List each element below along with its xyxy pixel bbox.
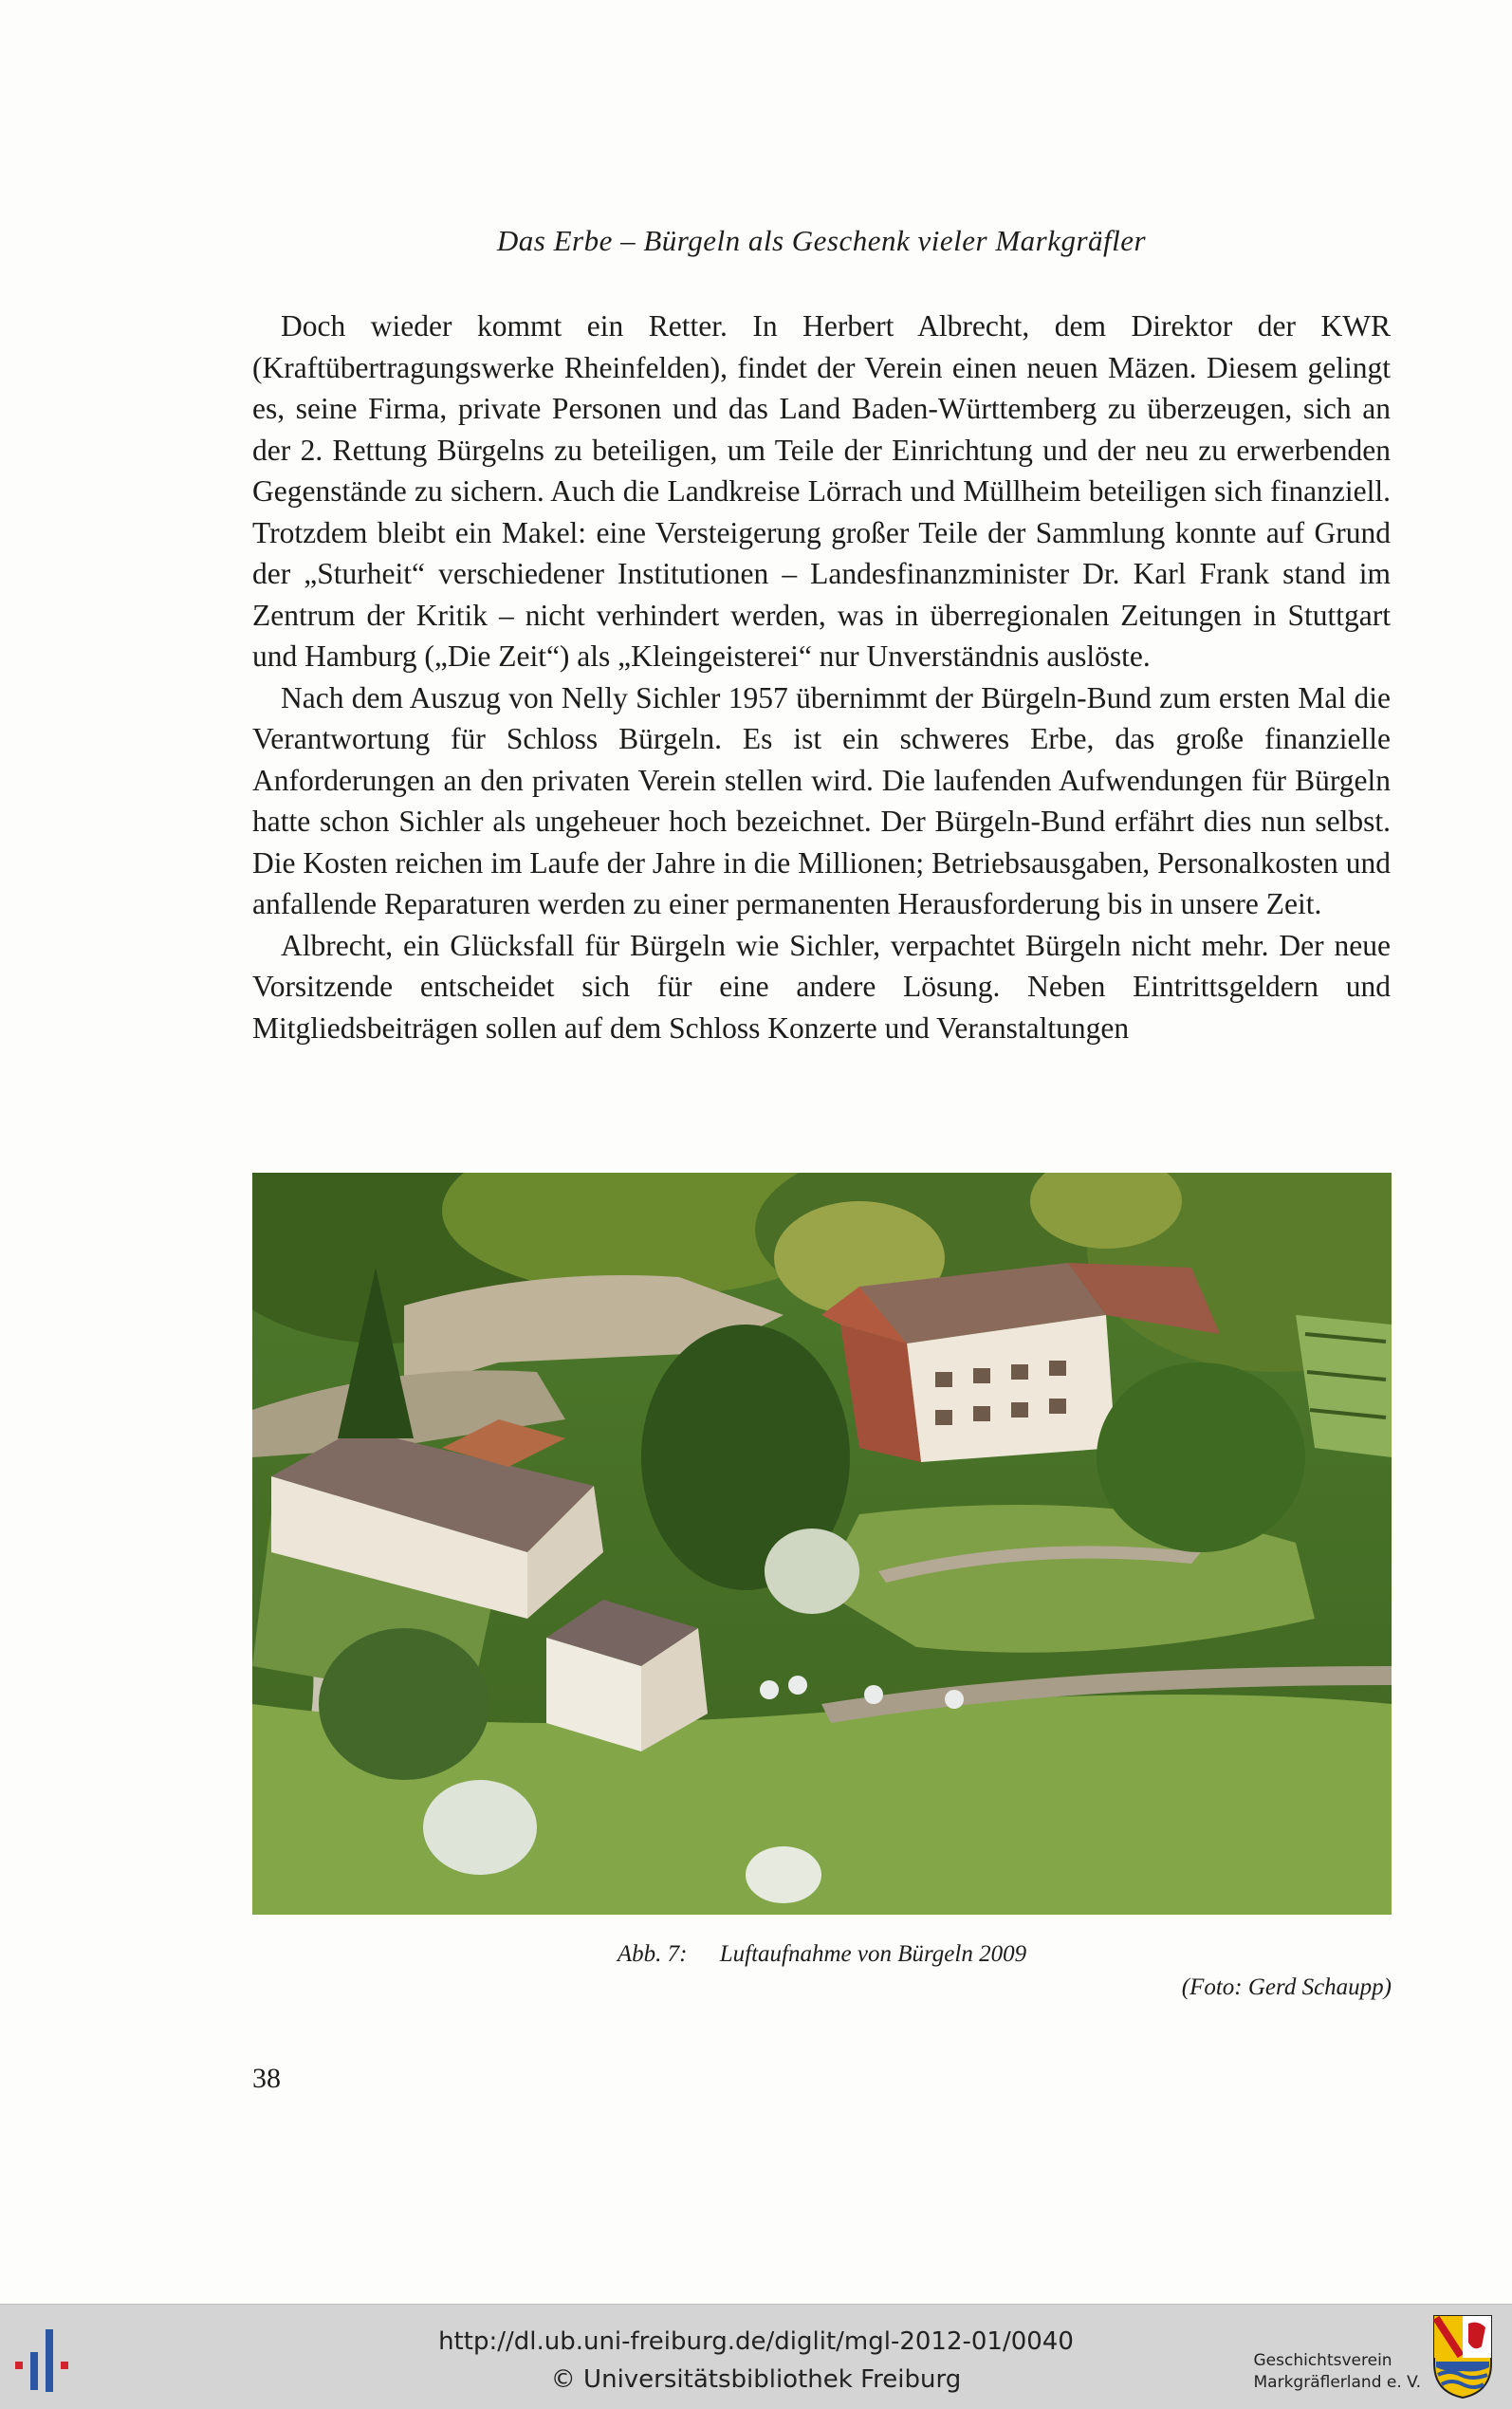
figure-caption [252,1941,1392,1968]
society-name [1254,2350,1422,2394]
running-title: Das Erbe – Bürgeln als Geschenk vieler Markgräfler [496,224,1147,257]
society-line-1: Geschichtsverein [1253,2351,1392,2370]
photo-credit: (Foto: Gerd Schaupp) [1181,1974,1392,2000]
footer-copyright: © Universitätsbibliothek Freiburg [550,2365,962,2394]
page-number: 38 [252,2063,281,2094]
paragraph: Albrecht, ein Glücksfall für Bürgeln wie Sichler, verpachtet Bürgeln nicht mehr. Der neue Vorsitzende entscheidet sich für eine andere Lösung. Neben Eintrittsgeldern und Mitgliedsbeiträgen sollen auf dem Schloss Konzerte und Veranstaltungen [252,928,1391,1045]
markgraeflerland-crest-icon [1432,2314,1493,2400]
footer-url-link[interactable]: http://dl.ub.uni-freiburg.de/diglit/mgl-2012-01/0040 [438,2327,1074,2356]
figure-caption-text: Luftaufnahme von Bürgeln 2009 [719,1941,1027,1967]
body-text [252,306,1391,1048]
figure-label: Abb. 7: [617,1941,688,1967]
paragraph: Nach dem Auszug von Nelly Sichler 1957 übernimmt der Bürgeln-Bund zum ersten Mal die Verantwortung für Schloss Bürgeln. Es ist ein schweres Erbe, das große finanzielle Anforderungen an den privaten Verein stellen wird. Die laufenden Aufwendungen für Bürgeln hatte schon Sichler als ungeheuer hoch bezeichnet. Der Bürgeln-Bund erfährt dies nun selbst. Die Kosten reichen im Laufe der Jahre in die Millionen; Betriebsausgaben, Personalkosten und anfallende Reparaturen werden zu einer permanenten Herausforderung bis in unsere Zeit. [252,680,1391,920]
footer-bar [0,2304,1512,2409]
aerial-photo-buergeln [252,1173,1392,1915]
society-line-2: Markgräflerland e. V. [1253,2373,1421,2392]
paragraph: Doch wieder kommt ein Retter. In Herbert Albrecht, dem Direktor der KWR (Kraftübertragungswerke Rheinfelden), findet der Verein einen neuen Mäzen. Diesem gelingt es, seine Firma, private Personen und das Land Baden-Württemberg zu überzeugen, sich an der 2. Rettung Bürgelns zu beteiligen, um Teile der Einrichtung und der neu zu erwerbenden Gegenstände zu sichern. Auch die Landkreise Lörrach und Müllheim beteiligen sich finanziell. Trotzdem bleibt ein Makel: eine Versteigerung großer Teile der Sammlung konnte auf Grund der „Sturheit“ verschiedener Institutionen – Landesfinanzminister Dr. Karl Frank stand im Zentrum der Kritik – nicht verhindert werden, was in überregionalen Zeitungen in Stuttgart und Hamburg („Die Zeit“) als „Kleingeisterei“ nur Unverständnis auslöste. [252,309,1391,673]
